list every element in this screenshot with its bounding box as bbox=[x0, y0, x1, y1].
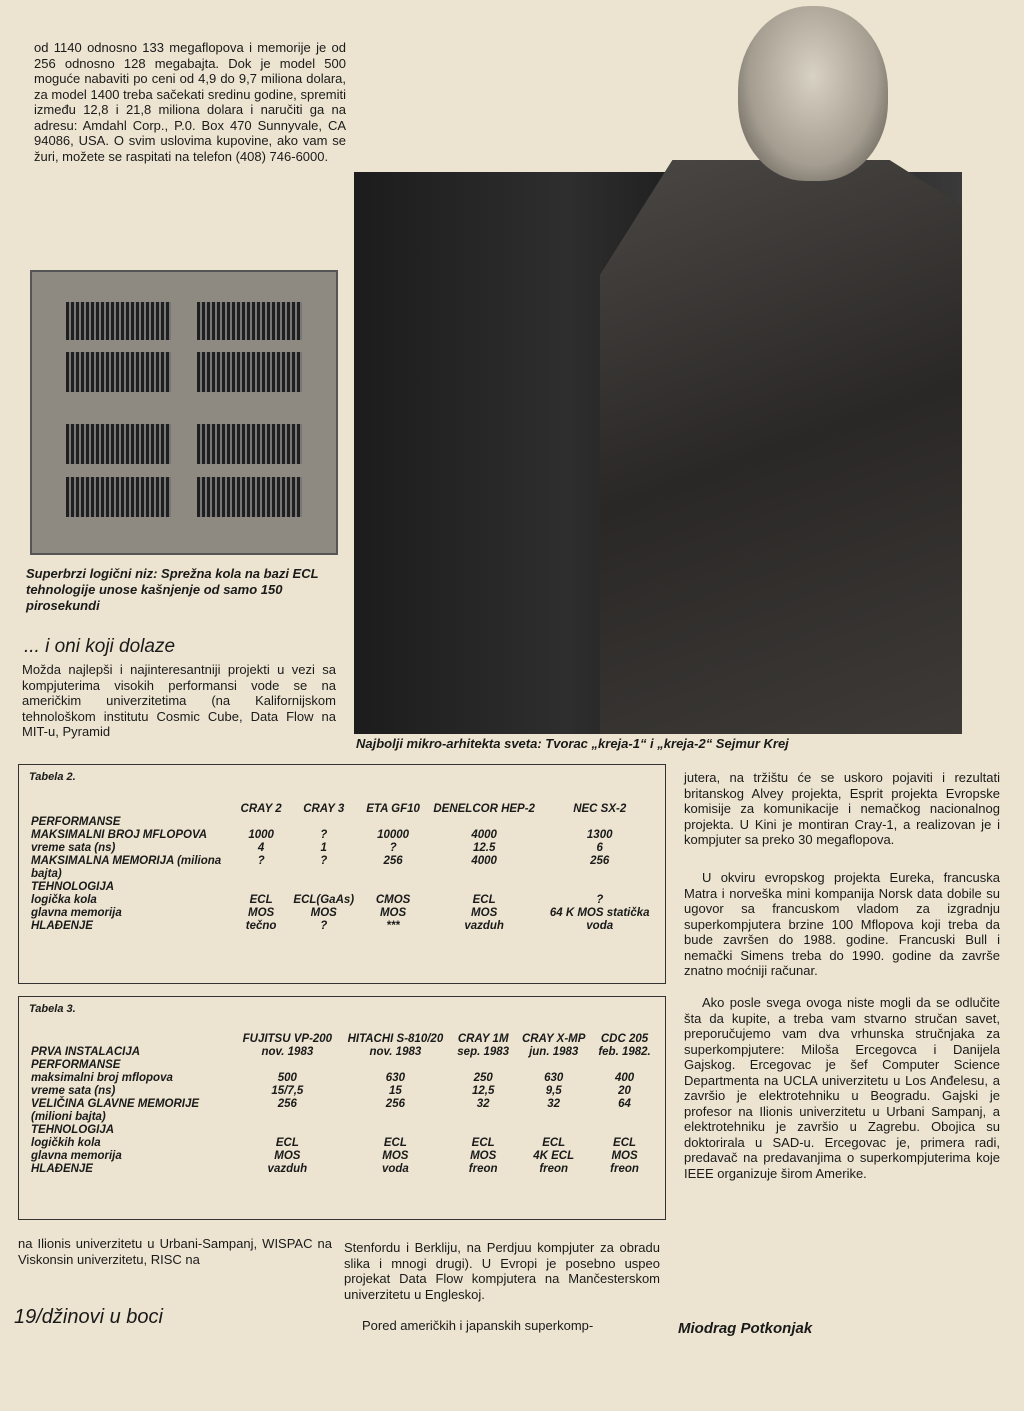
table2-cell: ? bbox=[596, 894, 604, 906]
table3-cell bbox=[340, 1059, 451, 1072]
table3-title: Tabela 3. bbox=[29, 1003, 76, 1015]
table2-cell: *** bbox=[386, 920, 400, 932]
bottom-middle-text: Stenfordu i Berkliju, na Perdjuu kompjuter za obradu slika i mnogi drugi). U Evropi je posebno uspeo projekat Data Flow kompjutera na Mančesterskom univerzitetu u Engleskoj. bbox=[344, 1240, 660, 1302]
table2-cell bbox=[287, 816, 360, 829]
table2-cell bbox=[360, 881, 426, 894]
table2-row bbox=[27, 881, 657, 894]
table2-cell: MOS bbox=[310, 907, 337, 919]
table2-cell: tečno bbox=[245, 920, 277, 932]
portrait-figure bbox=[600, 160, 962, 734]
table3-row bbox=[27, 1085, 657, 1098]
table2-cell: ? bbox=[320, 920, 328, 932]
table2-cell: ? bbox=[320, 855, 328, 867]
table2 bbox=[18, 764, 666, 984]
table3-cell: 630 bbox=[385, 1072, 405, 1084]
table3-row bbox=[27, 1150, 657, 1163]
right-column-p1: jutera, na tržištu će se uskoro pojaviti i rezultati britanskog Alvey projekta, Esprit projekta Evropske komisije za komunikacije i nemačkog nacionalnog projekta. U Kini je montiran Cray-1, a realizovan je i kompjuter sa preko 30 megaflopova. bbox=[684, 770, 1000, 847]
table2-cell: MOS bbox=[248, 907, 275, 919]
table2-col-header: NEC SX-2 bbox=[573, 803, 627, 815]
table3-cell: 64 bbox=[618, 1098, 631, 1110]
table2-row-label: glavna memorija bbox=[31, 907, 122, 919]
table2-cell: ? bbox=[320, 829, 328, 841]
table2-cell: ECL bbox=[249, 894, 273, 906]
table3-cell: 32 bbox=[547, 1098, 561, 1110]
table2-cell: voda bbox=[586, 920, 614, 932]
table3-row bbox=[27, 1059, 657, 1072]
page-footer: 19/džinovi u boci bbox=[14, 1306, 163, 1328]
table2-row bbox=[27, 920, 657, 933]
table2-row bbox=[27, 816, 657, 829]
right-column-p3: Ako posle svega ovoga niste mogli da se odlučite šta da kupite, a treba vam stvarno stručan savet, preporučujemo vam dva vrhunska stručnjaka za superkompjutere: Miloša Ercegovca i Danijela Gajskog. Ercegovac je šef Computer Science Departmenta na UCLA univerzitetu u Los Anđelesu, a završio je elektrotehniku u Beogradu. Gajski je profesor na Ilionis univerzitetu u Urbani Sampanj, a elektrotehniku je završio u Zagrebu. Obojica su doktorirala u SAD-u. Ercegovac je, primera radi, predavač na predavanjima o superkompjuterima koje IEEE organizuje širom Amerike. bbox=[684, 995, 1000, 1181]
table2-cell bbox=[426, 881, 543, 894]
table2-cell bbox=[360, 816, 426, 829]
table2-cell bbox=[235, 881, 287, 894]
table2-col-header: ETA GF10 bbox=[366, 803, 420, 815]
table2-row bbox=[27, 842, 657, 855]
table3-cell: 12,5 bbox=[471, 1085, 495, 1097]
table3-row bbox=[27, 1124, 657, 1137]
table3-row-label: maksimalni broj mflopova bbox=[31, 1072, 173, 1084]
table3-cell: ECL bbox=[471, 1137, 495, 1149]
table3-cell: nov. 1983 bbox=[261, 1046, 314, 1058]
table2-cell: 4000 bbox=[471, 829, 497, 841]
table3-cell bbox=[340, 1124, 451, 1137]
table2-cell: ? bbox=[389, 842, 397, 854]
table3-cell bbox=[235, 1124, 340, 1137]
table3-col-header: CDC 205 bbox=[600, 1033, 649, 1045]
table3-col-header: CRAY X-MP bbox=[521, 1033, 586, 1045]
table3-cell: voda bbox=[381, 1163, 409, 1175]
chip-caption: Superbrzi logični niz: Sprežna kola na bazi ECL tehnologije unose kašnjenje od samo 150 pirosekundi bbox=[26, 566, 319, 613]
table2-row-label: logička kola bbox=[31, 894, 97, 906]
table3-cell: MOS bbox=[611, 1150, 638, 1162]
table3-cell: feb. 1982. bbox=[598, 1046, 651, 1058]
table2-cell bbox=[542, 816, 657, 829]
section-paragraph: Možda najlepši i najinteresantniji projekti u vezi sa kompjuterima visokih performansi vode se na američkim univerzitetima (na Kalifornijskom tehnološkom institutu Cosmic Cube, Data Flow na MIT-u, Pyramid bbox=[22, 662, 336, 739]
table3-cell: freon bbox=[468, 1163, 498, 1175]
table3-cell: 250 bbox=[473, 1072, 493, 1084]
table3-cell: nov. 1983 bbox=[369, 1046, 422, 1058]
table3-cell bbox=[515, 1059, 592, 1072]
table3-col-header: CRAY 1M bbox=[457, 1033, 509, 1045]
table3-cell: jun. 1983 bbox=[529, 1046, 579, 1058]
table3-cell: 630 bbox=[544, 1072, 564, 1084]
table2-col-header: DENELCOR HEP-2 bbox=[433, 803, 535, 815]
table3-row-label: VELIČINA GLAVNE MEMORIJE (milioni bajta) bbox=[31, 1098, 200, 1123]
right-column-p2: U okviru evropskog projekta Eureka, francuska Matra i norveška mini kompanija Norsk data dobile su ugovor sa francuskom vladom za izgradnju superkompjutera brzine 100 Mflopova koji treba da bude završen do 1988. godine. Francuski Bull i nemački Simens treba do 1990. godine da završe znatno moćniji računar. bbox=[684, 870, 1000, 978]
table3-cell: 4K ECL bbox=[533, 1150, 575, 1162]
table3-cell: ECL bbox=[542, 1137, 566, 1149]
table3-cell: 400 bbox=[614, 1072, 635, 1084]
portrait-head bbox=[738, 6, 888, 181]
table3-row bbox=[27, 1098, 657, 1124]
table2-cell: ECL bbox=[472, 894, 496, 906]
table3-cell bbox=[235, 1059, 340, 1072]
table3-cell: MOS bbox=[470, 1150, 497, 1162]
table2-row bbox=[27, 855, 657, 881]
table2-cell: ECL(GaAs) bbox=[293, 894, 355, 906]
table3-row bbox=[27, 1137, 657, 1150]
table3 bbox=[18, 996, 666, 1220]
table2-cell: MOS bbox=[379, 907, 407, 919]
table2-cell bbox=[235, 816, 287, 829]
table3-cell: MOS bbox=[274, 1150, 301, 1162]
table3-cell bbox=[515, 1124, 592, 1137]
table2-cell: CMOS bbox=[375, 894, 411, 906]
table3-cell: 256 bbox=[385, 1098, 405, 1110]
table3-cell: ECL bbox=[383, 1137, 407, 1149]
table2-cell: 1300 bbox=[586, 829, 613, 841]
table2-cell: 4 bbox=[257, 842, 265, 854]
table2-col-header: CRAY 3 bbox=[303, 803, 345, 815]
chip-photo bbox=[30, 270, 338, 555]
table3-grid bbox=[27, 1033, 657, 1176]
table2-row bbox=[27, 894, 657, 907]
table3-cell: freon bbox=[610, 1163, 639, 1175]
table2-cell: 10000 bbox=[377, 829, 410, 841]
table2-cell bbox=[287, 881, 360, 894]
table2-cell: 12.5 bbox=[472, 842, 496, 854]
table3-row-label: HLAĐENJE bbox=[31, 1163, 93, 1175]
table2-row bbox=[27, 907, 657, 920]
table2-cell: MOS bbox=[471, 907, 498, 919]
section-heading: ... i oni koji dolaze bbox=[24, 636, 176, 657]
table3-row-label: logičkih kola bbox=[31, 1137, 101, 1149]
table3-cell: vazduh bbox=[267, 1163, 308, 1175]
table2-title: Tabela 2. bbox=[29, 771, 76, 783]
table3-cell: MOS bbox=[382, 1150, 409, 1162]
table3-col-header: FUJITSU VP-200 bbox=[242, 1033, 333, 1045]
author: Miodrag Potkonjak bbox=[678, 1320, 813, 1337]
table3-cell: 9,5 bbox=[545, 1085, 562, 1097]
table3-cell: ECL bbox=[613, 1137, 637, 1149]
table2-col-header: CRAY 2 bbox=[240, 803, 282, 815]
table3-row bbox=[27, 1046, 657, 1059]
table3-cell bbox=[592, 1124, 657, 1137]
table2-cell: vazduh bbox=[464, 920, 504, 932]
table2-cell: 256 bbox=[590, 855, 610, 867]
table2-cell bbox=[426, 816, 543, 829]
table3-row-label: vreme sata (ns) bbox=[31, 1085, 116, 1097]
table3-cell: 32 bbox=[476, 1098, 490, 1110]
table3-cell: 15 bbox=[388, 1085, 402, 1097]
table3-cell: ECL bbox=[275, 1137, 299, 1149]
bottom-middle-p2: Pored američkih i japanskih superkomp- bbox=[362, 1318, 594, 1333]
table2-cell: ? bbox=[257, 855, 265, 867]
table3-cell: freon bbox=[539, 1163, 569, 1175]
table3-cell: 256 bbox=[277, 1098, 297, 1110]
table3-cell: sep. 1983 bbox=[457, 1046, 510, 1058]
bottom-left-text: na Ilionis univerzitetu u Urbani-Sampanj, WISPAC na Viskonsin univerzitetu, RISC na bbox=[18, 1236, 332, 1267]
table2-row-label: MAKSIMALNI BROJ MFLOPOVA bbox=[31, 829, 208, 841]
table3-cell: 15/7,5 bbox=[271, 1085, 304, 1097]
table2-row bbox=[27, 829, 657, 842]
table2-cell: 64 K MOS statička bbox=[549, 907, 650, 919]
table2-grid bbox=[27, 803, 657, 933]
table3-cell bbox=[451, 1124, 515, 1137]
table3-col-header: HITACHI S-810/20 bbox=[347, 1033, 444, 1045]
table3-row-label: PRVA INSTALACIJA bbox=[31, 1046, 141, 1058]
table2-cell: 256 bbox=[383, 855, 403, 867]
table2-row-label: vreme sata (ns) bbox=[31, 842, 116, 854]
table3-row-label: PERFORMANSE bbox=[31, 1059, 121, 1071]
photo-caption: Najbolji mikro-arhitekta sveta: Tvorac „kreja-1“ i „kreja-2“ Sejmur Krej bbox=[356, 736, 789, 751]
table2-cell: 4000 bbox=[471, 855, 497, 867]
table3-row-label: glavna memorija bbox=[31, 1150, 122, 1162]
table2-row-label: MAKSIMALNA MEMORIJA (miliona bajta) bbox=[31, 855, 222, 880]
table3-cell: 500 bbox=[277, 1072, 297, 1084]
table3-cell bbox=[592, 1059, 657, 1072]
table3-row bbox=[27, 1163, 657, 1176]
table3-row-label: TEHNOLOGIJA bbox=[31, 1124, 115, 1136]
table2-cell bbox=[542, 881, 657, 894]
table2-cell: 1000 bbox=[248, 829, 274, 841]
table2-row-label: TEHNOLOGIJA bbox=[31, 881, 115, 893]
table2-cell: 1 bbox=[320, 842, 327, 854]
intro-paragraph: od 1140 odnosno 133 megaflopova i memorije je od 256 odnosno 128 megabajta. Dok je model 500 moguće nabaviti po ceni od 4,9 do 9,7 miliona dolara, za model 1400 treba sačekati sredinu godine, spremiti između 12,8 i 21,8 miliona dolara i naručiti ga na adresu: Amdahl Corp., P.0. Box 470 Sunnyvale, CA 94086, USA. O svim uslovima kupovine, ako vam se žuri, možete se raspitati na telefon (408) 746-6000. bbox=[34, 40, 346, 164]
table3-cell: 20 bbox=[618, 1085, 631, 1097]
table2-row-label: HLAĐENJE bbox=[31, 920, 93, 932]
table2-cell: 6 bbox=[596, 842, 603, 854]
table3-row bbox=[27, 1072, 657, 1085]
table3-cell bbox=[451, 1059, 515, 1072]
table2-row-label: PERFORMANSE bbox=[31, 816, 121, 828]
